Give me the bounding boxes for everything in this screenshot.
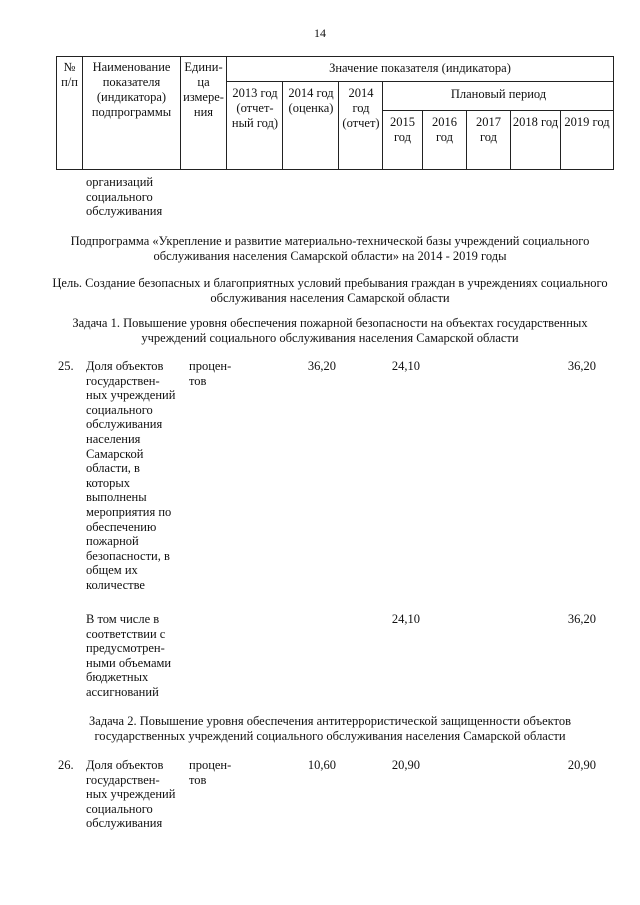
unit: процен-тов <box>189 758 232 787</box>
header-2014-estimate: 2014 год (оценка) <box>288 86 334 115</box>
task2-heading: Задача 2. Повышение уровня обеспечения антитеррористической защищенности объектов государственных учреждений социального обслуживания населения Самарской области <box>89 714 571 743</box>
header-num: № п/п <box>61 60 78 89</box>
value-2019: 36,20 <box>567 612 596 626</box>
header-2018: 2018 год <box>512 115 559 129</box>
value-2013: 10,60 <box>307 758 336 772</box>
value-2014-estimate: 24,10 <box>391 359 420 373</box>
header-2017: 2017 год <box>476 115 501 144</box>
value-2019: 20,90 <box>567 758 596 772</box>
header-2019: 2019 год <box>564 115 610 129</box>
row-number: 26. <box>58 758 74 772</box>
value-2014-estimate: 20,90 <box>391 758 420 772</box>
subprogram-heading: Подпрограмма «Укрепление и развитие материально-технической базы учреждений социального обслуживания населения Самарской области» на 2014 - 2019 годы <box>70 234 590 263</box>
goal-heading: Цель. Создание безопасных и благоприятных условий пребывания граждан в учреждениях социального обслуживания населения Самарской области <box>52 276 608 305</box>
table-header <box>56 56 614 170</box>
header-2014-report: 2014 год (отчет) <box>342 86 380 130</box>
header-2016: 2016 год <box>432 115 457 144</box>
header-2013: 2013 год (отчет-ный год) <box>231 86 279 130</box>
page-number: 14 <box>314 26 326 40</box>
row-number: 25. <box>58 359 74 373</box>
header-plan-period: Плановый период <box>450 87 547 101</box>
unit: процен-тов <box>189 359 232 388</box>
header-name: Наименование показателя (индикатора) подпрограммы <box>91 60 172 119</box>
task1-heading: Задача 1. Повышение уровня обеспечения пожарной безопасности на объектах государственных учреждений социального обслуживания населения Самарской области <box>72 316 588 345</box>
indicator-subrow: В том числе в соответствии с предусмотрен-ными объемами бюджетных ассигнований <box>86 612 172 699</box>
value-2013: 36,20 <box>307 359 336 373</box>
header-unit: Едини-ца измере-ния <box>183 60 224 119</box>
continuation-text: организаций социального обслуживания <box>86 175 163 219</box>
indicator-name: Доля объектов государствен-ных учреждений социального обслуживания <box>86 758 176 831</box>
value-2014-estimate: 24,10 <box>391 612 420 626</box>
indicator-name: Доля объектов государствен-ных учреждений социального обслуживания населения Самарской области, в которых выполнены мероприятия по обеспечению пожарной безопасности, в общем их количестве <box>86 359 176 592</box>
value-2019: 36,20 <box>567 359 596 373</box>
header-2015: 2015 год <box>390 115 415 144</box>
header-value: Значение показателя (индикатора) <box>329 61 511 75</box>
